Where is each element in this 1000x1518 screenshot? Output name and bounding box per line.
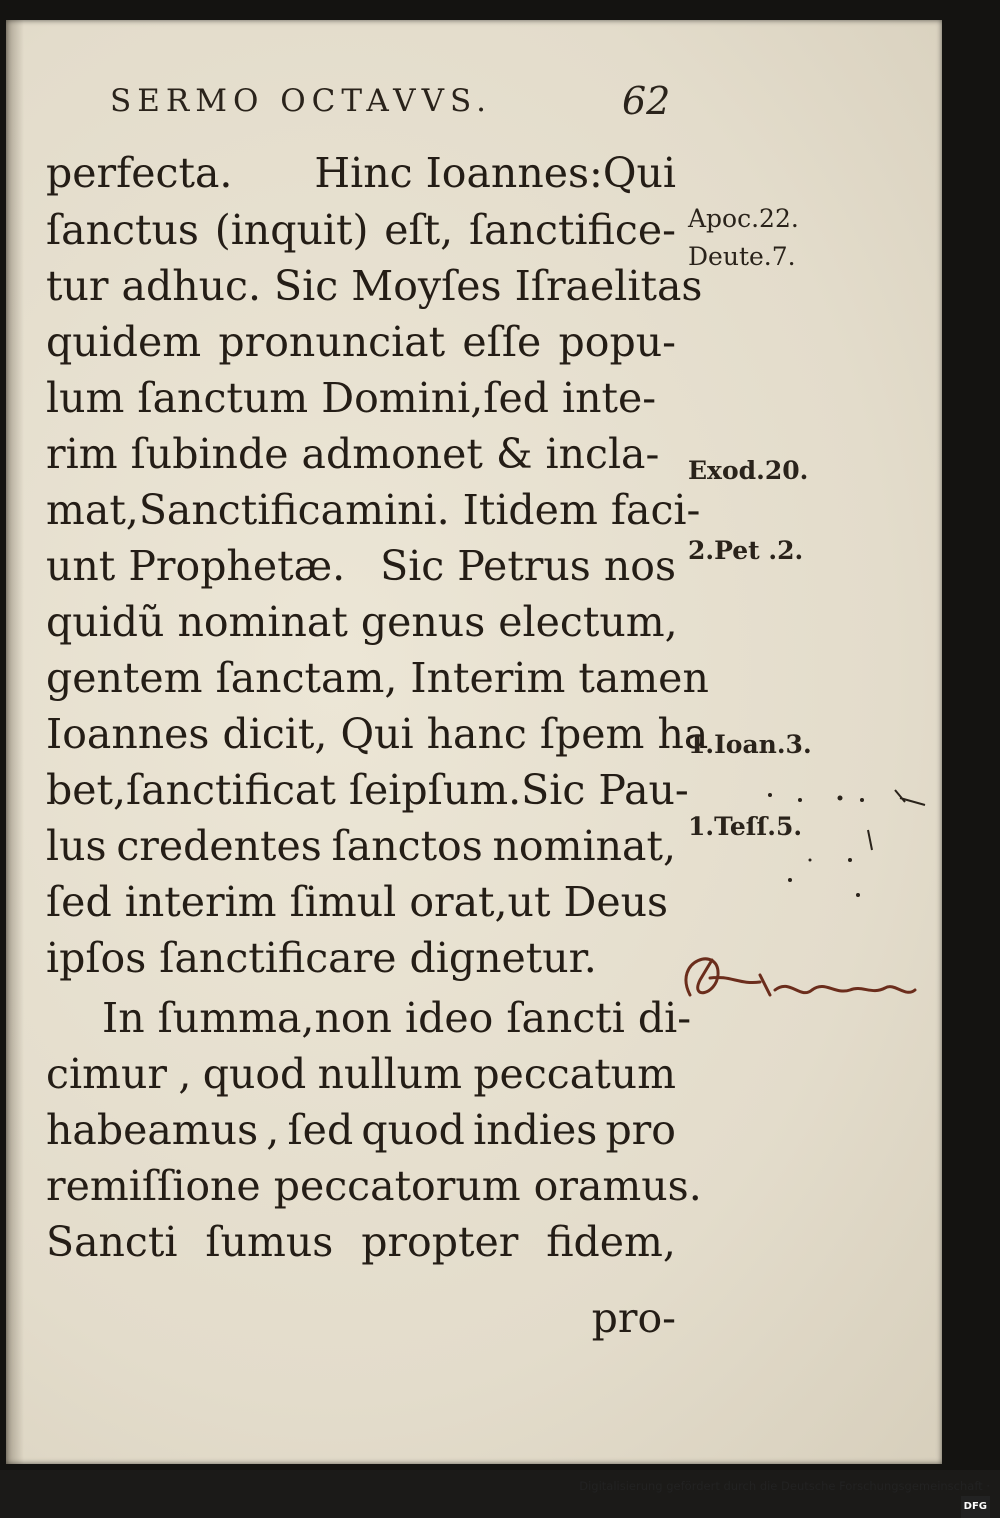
text-segment: lum ſanctum Domini,ſed inte- <box>46 374 657 422</box>
ink-specks <box>768 793 864 897</box>
text-segment: (inquit) <box>214 206 369 254</box>
text-segment: remiſſione peccatorum oramus. <box>46 1162 702 1210</box>
text-segment: gentem ſanctam, Interim tamen <box>46 654 709 702</box>
text-segment: perfecta. <box>46 149 233 197</box>
text-segment: , <box>266 1106 280 1154</box>
marginal-note: 1.Teſſ.5. <box>688 812 803 841</box>
text-segment: nullum <box>317 1050 462 1098</box>
text-segment: ſanctos <box>331 822 483 870</box>
footer-credit: Digitalisierung gefördert durch die Deutsche Forschungsgemeinschaft · DFG <box>560 1476 990 1496</box>
text-segment: propter <box>361 1218 519 1266</box>
text-segment: quod <box>202 1050 307 1098</box>
text-segment: ſanctifice- <box>468 206 676 254</box>
marginal-note: 2.Pet .2. <box>688 536 804 565</box>
dfg-logo: DFG <box>961 1496 990 1518</box>
text-segment: , <box>178 1050 192 1098</box>
text-segment: Sic Petrus nos <box>380 542 676 590</box>
text-segment: In ſumma,non ideo ſancti di- <box>102 994 692 1042</box>
text-segment: quod <box>361 1106 465 1154</box>
text-segment: ſed <box>287 1106 354 1154</box>
text-segment: fidem, <box>546 1218 676 1266</box>
marginal-note: Exod.20. <box>688 456 809 485</box>
text-segment: pronunciat <box>218 318 446 366</box>
text-segment: indies <box>473 1106 598 1154</box>
text-segment: cimur <box>46 1050 167 1098</box>
text-segment: nominat, <box>492 822 676 870</box>
text-segment: habeamus <box>46 1106 259 1154</box>
marginal-note: 1.Ioan.3. <box>688 730 812 759</box>
text-segment: Hinc Ioannes:Qui <box>314 149 676 197</box>
text-segment: eſſe <box>462 318 542 366</box>
text-segment: ſed interim ſimul orat,ut Deus <box>46 878 669 926</box>
running-head: SERMO OCTAVVS. <box>110 83 492 119</box>
text-segment: ſanctus <box>46 206 199 254</box>
text-segment: mat,Sanctificamini. Itidem faci- <box>46 486 701 534</box>
text-segment: quidem <box>46 318 202 366</box>
text-segment: quidũ nominat genus electum, <box>46 598 678 646</box>
marginal-note: Apoc.22. <box>688 204 799 233</box>
text-segment: peccatum <box>473 1050 676 1098</box>
text-segment: lus <box>46 822 107 870</box>
credit-text: Digitalisierung gefördert durch die Deutsche Forschungsgemeinschaft <box>579 1479 983 1493</box>
text-segment: unt Prophetæ. <box>46 542 346 590</box>
text-segment: Ioannes dicit, Qui hanc ſpem ha <box>46 710 709 758</box>
text-segment: ipſos ſanctificare dignetur. <box>46 934 597 982</box>
text-segment: tur adhuc. Sic Moyſes Iſraelitas <box>46 262 703 310</box>
text-segment: credentes <box>116 822 322 870</box>
text-segment: rim ſubinde admonet & incla- <box>46 430 660 478</box>
text-segment: ſumus <box>205 1218 334 1266</box>
marginal-scribble <box>686 959 915 995</box>
text-segment: popu- <box>558 318 676 366</box>
text-segment: pro <box>605 1106 676 1154</box>
text-segment: Sancti <box>46 1218 178 1266</box>
marginal-note: Deute.7. <box>688 242 796 271</box>
ink-marks <box>868 790 925 850</box>
text-segment: pro- <box>591 1294 676 1342</box>
text-segment: bet,ſanctificat ſeipſum.Sic Pau- <box>46 766 689 814</box>
page-number: 62 <box>622 79 671 123</box>
text-segment: eſt, <box>384 206 454 254</box>
